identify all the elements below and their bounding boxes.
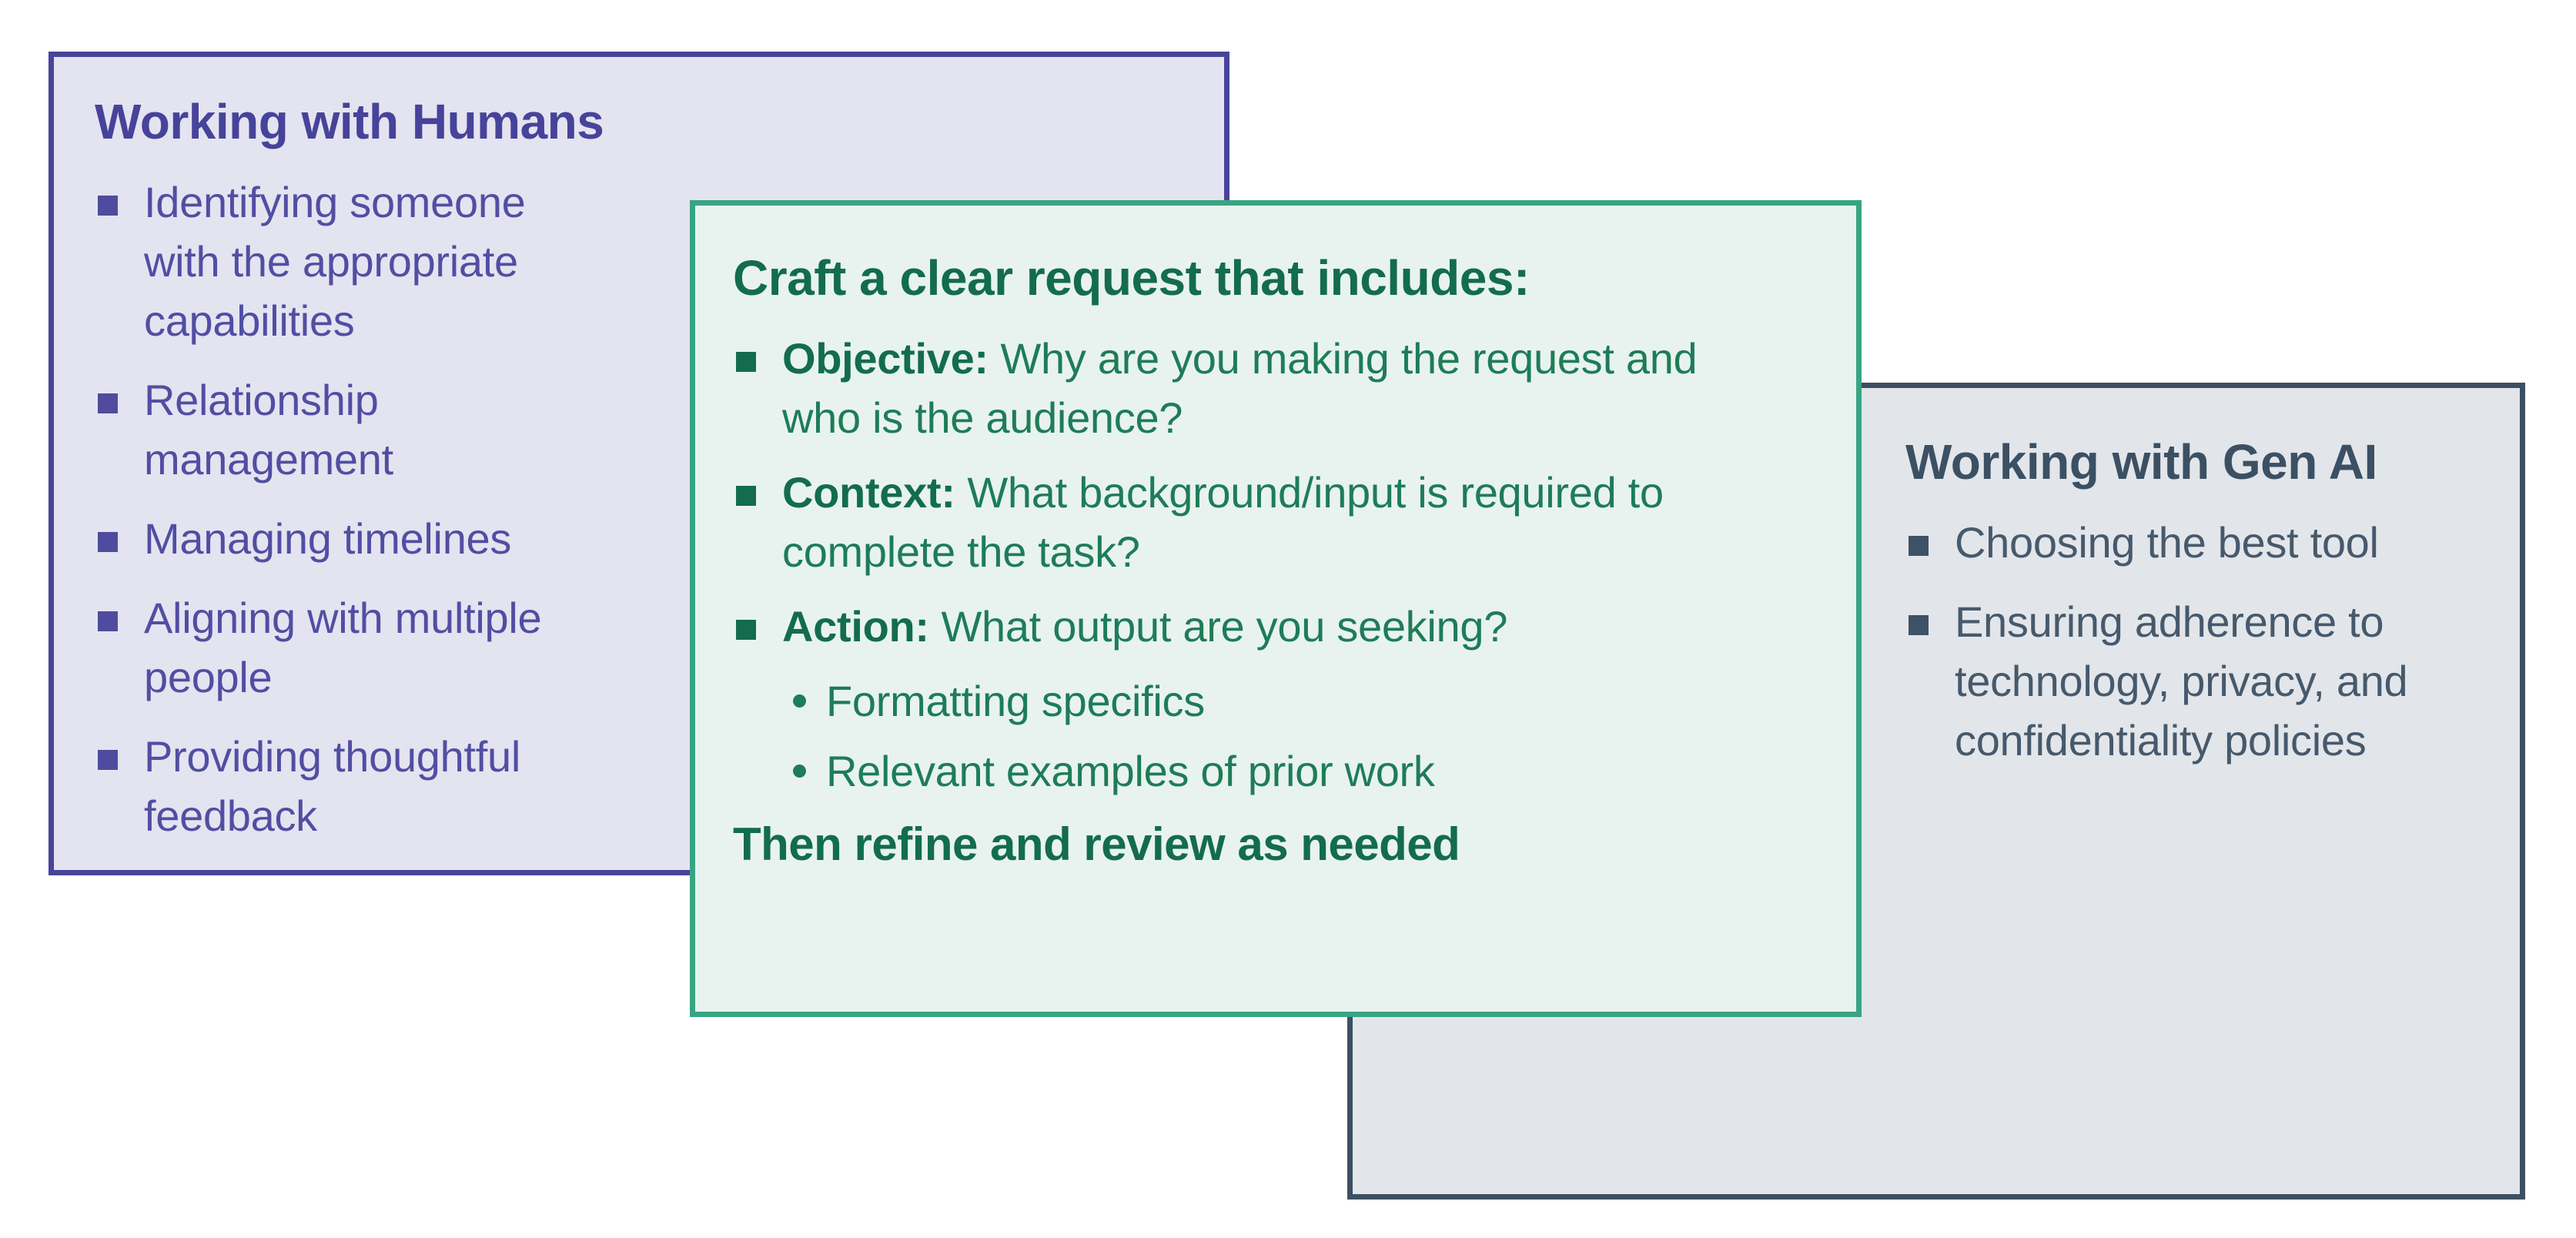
card-craft-clear-request bbox=[690, 200, 1862, 1017]
bullet-line: confidentiality policies bbox=[1955, 716, 2367, 765]
bullet-line: Ensuring adherence to bbox=[1955, 597, 2384, 646]
dot-bullet-icon bbox=[793, 694, 806, 708]
bullet-line: management bbox=[144, 435, 393, 483]
humans-card-title: Working with Humans bbox=[95, 94, 604, 149]
bullet-label-action: Action: bbox=[782, 602, 929, 651]
square-bullet-icon bbox=[1909, 615, 1929, 635]
genai-bullet-choosing bbox=[1905, 513, 2497, 572]
request-bullet-objective bbox=[733, 329, 1833, 447]
bullet-line bbox=[782, 597, 1507, 656]
bullet-label-objective: Objective: bbox=[782, 334, 989, 383]
bullet-text: What output are you seeking? bbox=[941, 602, 1508, 651]
request-subbullet-formatting bbox=[733, 671, 1833, 731]
bullet-line: Providing thoughtful bbox=[144, 732, 521, 781]
square-bullet-icon bbox=[98, 611, 118, 631]
dot-bullet-icon bbox=[793, 765, 806, 778]
square-bullet-icon bbox=[736, 352, 756, 372]
bullet-text: What background/input is required to bbox=[967, 468, 1664, 517]
square-bullet-icon bbox=[736, 620, 756, 640]
request-bullet-action bbox=[733, 597, 1833, 656]
genai-card-title: Working with Gen AI bbox=[1905, 434, 2377, 490]
bullet-line: Aligning with multiple bbox=[144, 594, 542, 642]
square-bullet-icon bbox=[98, 750, 118, 770]
bullet-label-context: Context: bbox=[782, 468, 955, 517]
bullet-line: Managing timelines bbox=[144, 514, 512, 563]
bullet-line: technology, privacy, and bbox=[1955, 657, 2408, 705]
square-bullet-icon bbox=[98, 532, 118, 552]
bullet-line: capabilities bbox=[144, 296, 355, 345]
request-bullet-context bbox=[733, 463, 1833, 581]
subbullet-text: Relevant examples of prior work bbox=[826, 747, 1435, 795]
square-bullet-icon bbox=[98, 196, 118, 216]
bullet-line: who is the audience? bbox=[782, 393, 1183, 442]
bullet-line bbox=[782, 463, 1664, 522]
request-card-title: Craft a clear request that includes: bbox=[733, 250, 1530, 306]
bullet-line bbox=[782, 329, 1697, 388]
bullet-line: Choosing the best tool bbox=[1955, 518, 2379, 567]
bullet-line: Relationship bbox=[144, 376, 379, 424]
bullet-line: Identifying someone bbox=[144, 178, 526, 226]
square-bullet-icon bbox=[98, 393, 118, 413]
bullet-text: Why are you making the request and bbox=[1000, 334, 1698, 383]
bullet-line: with the appropriate bbox=[144, 237, 518, 286]
square-bullet-icon bbox=[1909, 536, 1929, 556]
square-bullet-icon bbox=[736, 486, 756, 506]
genai-bullet-adherence bbox=[1905, 592, 2497, 770]
bullet-line: complete the task? bbox=[782, 527, 1140, 576]
subbullet-text: Formatting specifics bbox=[826, 677, 1205, 725]
bullet-line: feedback bbox=[144, 791, 317, 840]
request-footer-note: Then refine and review as needed bbox=[733, 818, 1460, 870]
request-subbullet-examples bbox=[733, 741, 1833, 801]
bullet-line: people bbox=[144, 653, 273, 701]
